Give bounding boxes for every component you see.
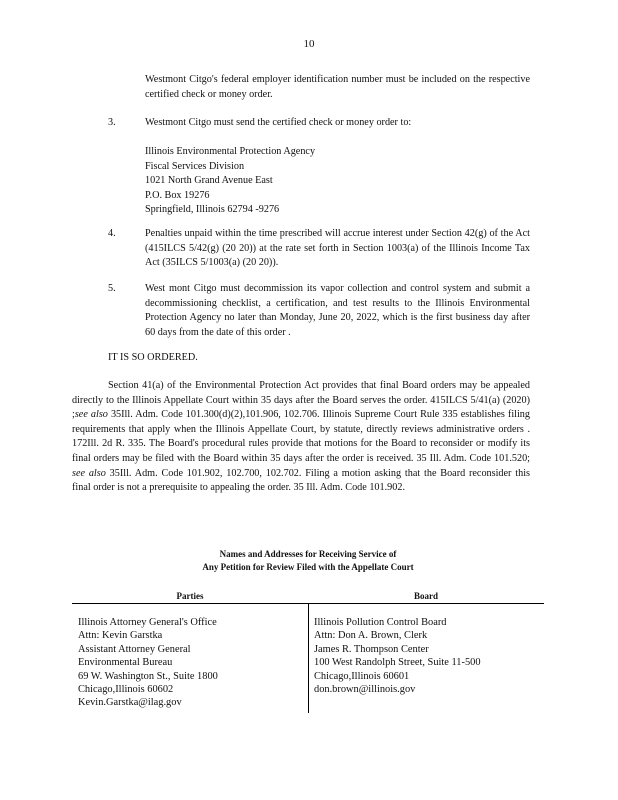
item-4-number: 4. [108,228,116,239]
caption-line: Names and Addresses for Receiving Service of [219,549,397,559]
so-ordered: IT IS SO ORDERED. [108,352,198,363]
caption-line: Any Petition for Review Filed with the Appellate Court [202,562,414,572]
party-line: Attn: Kevin Garstka [78,630,163,642]
agency-address [145,145,445,218]
address-line: Illinois Environmental Protection Agency [145,146,316,157]
party-line: Environmental Bureau [78,657,173,669]
item-3-number: 3. [108,117,116,128]
item-5-text: West mont Citgo must decommission its vapor collection and control system and submit a decommissioning checklist, a certification, and test results to the Illinois Environmental Protection Agency no later than Monday, June 20, 2022, which is the first business day after 60 days from the date of this order . [145,283,530,338]
intro-paragraph: Westmont Citgo's federal employer identification number must be included on the respective certified check or money order. [145,74,530,100]
board-line: James R. Thompson Center [314,643,429,655]
board-address-block [314,616,481,696]
party-email: Kevin.Garstka@ilag.gov [78,697,182,709]
see-also-signal: see also [74,409,108,421]
board-heading: Board [413,591,438,601]
appeal-text: 35Ill. Adm. Code 101.902, 102.700, 102.702. Filing a motion asking that the Board reconsider this final order is not a prerequisite to appealing the order. 35 Ill. Adm. Code 101.902. [72,467,530,494]
address-line: P.O. Box 19276 [145,189,210,201]
board-line: Chicago,Illinois 60601 [314,670,410,682]
party-line: Assistant Attorney General [78,643,191,655]
party-line: Chicago,Illinois 60602 [78,684,174,696]
address-line: 1021 North Grand Avenue East [145,175,273,187]
appeal-paragraph [72,379,530,496]
page-number: 10 [303,38,315,50]
party-line: 69 W. Washington St., Suite 1800 [78,670,218,682]
board-line: Illinois Pollution Control Board [314,617,447,628]
address-line: Fiscal Services Division [145,160,245,172]
see-also-signal: see also [72,467,106,479]
item-4-text: Penalties unpaid within the time prescribed will accrue interest under Section 42(g) of the Act (415ILCS 5/42(g) (20 20)) at the rate set forth in Section 1003(a) of the Illinois Income Tax Act (35ILCS 5/1003(a) (20 20)). [145,228,530,269]
parties-address-block [78,616,218,710]
party-line: Illinois Attorney General's Office [78,617,217,628]
board-email: don.brown@illinois.gov [314,684,416,696]
item-3-text: Westmont Citgo must send the certified check or money order to: [145,117,412,128]
board-line: 100 West Randolph Street, Suite 11-500 [314,657,481,669]
service-caption [72,548,544,574]
column-divider [308,603,309,713]
address-line: Springfield, Illinois 62794 -9276 [145,204,280,216]
appeal-text: 35Ill. Adm. Code 101.300(d)(2),101.906, 102.706. Illinois Supreme Court Rule 335 establishes filing requirements that apply when the Illinois Appellate Court, by statute, directly reviews administrative orders . 172Ill. 2d R. 335. The Board's procedural rules provide that motions for the Board to reconsider or modify its final orders may be filed with the Board within 35 days after the order is received. 35 Ill. Adm. Code 101.520; [72,409,530,464]
parties-heading: Parties [176,591,204,601]
item-5-number: 5. [108,283,116,294]
appeal-text: Section 41(a) of the Environmental Protection Act provides that final Board orders may be appealed directly to the Illinois Appellate Court within 35 days after the Board serves the order. 415ILCS 5/41(a) (2020) ; [72,380,530,421]
board-line: Attn: Don A. Brown, Clerk [314,630,428,642]
